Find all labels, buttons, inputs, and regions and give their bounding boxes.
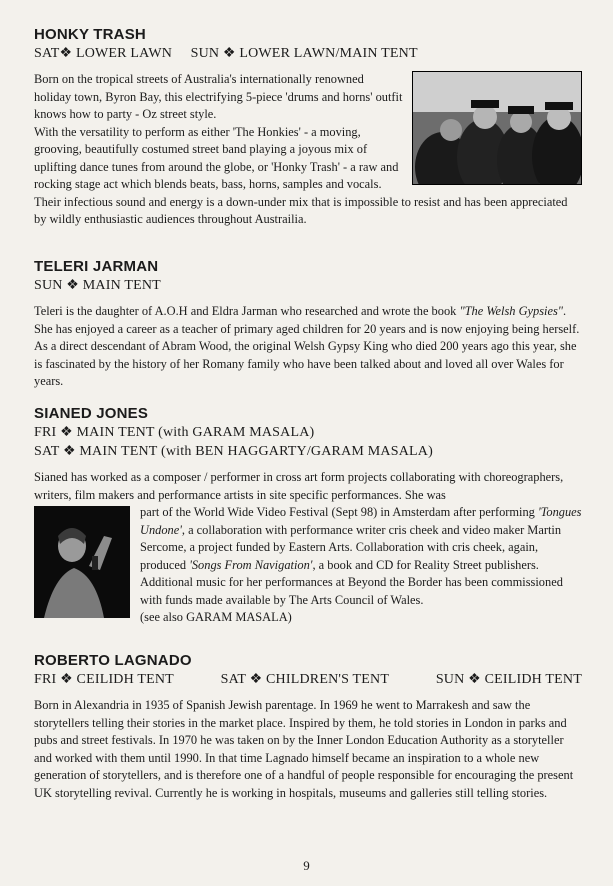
text-run: Teleri is the daughter of A.O.H and Eldra Jarman who researched and wrote the book	[34, 304, 460, 318]
performer-photo-image	[34, 506, 130, 618]
act-roberto-lagnado	[34, 652, 582, 802]
schedule-slot: FRI ❖ CEILIDH TENT	[34, 672, 174, 687]
act-description	[34, 697, 582, 802]
act-paragraph: Sianed has worked as a composer / performer in cross art form projects collaborating with choreographers, writers, film makers and performance artists in site specific performances. She was	[34, 470, 564, 502]
act-schedule: SAT❖ LOWER LAWN SUN ❖ LOWER LAWN/MAIN TENT	[34, 46, 418, 61]
act-description	[34, 303, 582, 391]
act-title: SIANED JONES	[34, 405, 149, 422]
act-schedule	[34, 670, 582, 689]
text-run: , a book and CD for Reality Street publishers.	[312, 557, 539, 572]
performer-photo	[34, 506, 130, 618]
act-paragraph: Additional music for her performances at Beyond the Border has been commissioned with funds made available by The Arts Council of Wales.	[140, 575, 563, 607]
act-title: TELERI JARMAN	[34, 258, 159, 275]
act-description	[34, 71, 582, 229]
act-paragraph: With the versatility to perform as either 'The Honkies' - a moving, grooving, beautifully costumed street band playing a joyous mix of uplifting dance tunes from around the globe, or 'Honky Trash' - a raw and rocking stage act which blends beats, bass, horns, samples and vocals. Their infectious sound and energy is a down-under mix that is impossible to resist and has been appreciated by wildly enthusiastic audiences throughout Austrailia.	[34, 124, 568, 226]
schedule-slot: SUN ❖ CEILIDH TENT	[435, 672, 582, 687]
book-title: "The Welsh Gypsies"	[459, 304, 563, 318]
work-title: 'Tongues Undone'	[140, 505, 582, 537]
act-description	[34, 469, 582, 627]
text-run: . She has enjoyed a career as a teacher of primary aged children for 20 years and is now enjoying being herself. As a direct descendant of Abram Wood, the original Welsh Gypsy King who died 200 years ago this year, she is fascinated by the history of her Romany family who have been talked about and loved all over Wales for years.	[34, 304, 580, 388]
schedule-slot: SAT ❖ CHILDREN'S TENT	[220, 672, 390, 687]
band-photo	[412, 71, 582, 185]
act-paragraph: Born on the tropical streets of Australia's internationally renowned holiday town, Byron Bay, this electrifying 5-piece 'drums and horns' outfit knows how to party - Oz street style.	[34, 72, 403, 121]
text-run: part of the World Wide Video Festival (Sept 98) in Amsterdam after performing	[140, 505, 538, 519]
work-title: 'Songs From Navigation'	[189, 557, 313, 572]
band-photo-image	[413, 72, 581, 184]
page-number: 9	[303, 858, 310, 873]
act-paragraph: Born in Alexandria in 1935 of Spanish Jewish parentage. In 1969 he went to Marrakesh and saw the storytellers telling their stories in the market place. Inspired by them, he told stories in London in parks and pubs and street festivals. In 1970 he was taken on by the Inner London Education Authority as a storyteller and worked with them until 1990. In that time Lagnado himself became an inspiration to a whole new generation of storytellers, and is therefore one of a handful of people responsible for encouraging the present UK storytelling revival. Currently he is working in hospitals, museums and galleries still telling stories.	[34, 698, 574, 800]
act-schedule: SAT ❖ MAIN TENT (with BEN HAGGARTY/GARAM MASALA)	[34, 444, 433, 459]
act-honky-trash	[34, 26, 582, 229]
act-teleri-jarman	[34, 258, 582, 391]
text-run: , a collaboration with performance writer cris cheek and video maker Martin Sercome, a project funded by Eastern Arts. Collaboration with cris cheek, again, produced	[140, 522, 562, 572]
act-schedule: FRI ❖ MAIN TENT (with GARAM MASALA)	[34, 425, 315, 440]
act-paragraph: (see also GARAM MASALA)	[140, 610, 292, 624]
act-schedule: SUN ❖ MAIN TENT	[34, 278, 161, 293]
act-title: ROBERTO LAGNADO	[34, 652, 192, 669]
act-sianed-jones	[34, 405, 582, 627]
act-title: HONKY TRASH	[34, 26, 146, 43]
